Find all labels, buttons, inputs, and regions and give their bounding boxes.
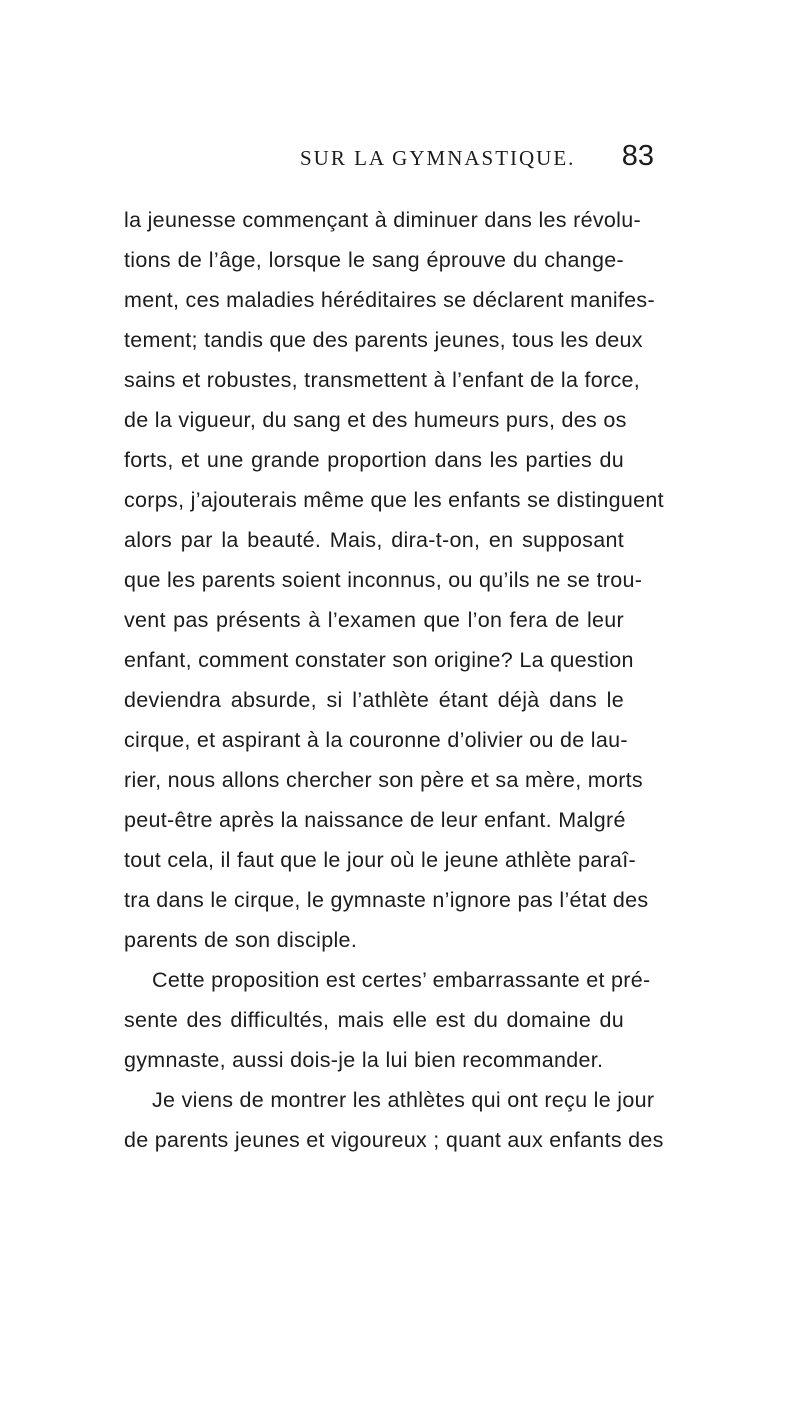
text-line: forts, et une grande proportion dans les parties du xyxy=(124,448,624,472)
page-number: 83 xyxy=(621,140,654,172)
text-line: corps, j’ajouterais même que les enfants se distinguent xyxy=(124,488,664,512)
text-line: peut-être après la naissance de leur enfant. Malgré xyxy=(124,808,626,832)
text-line: sente des difficultés, mais elle est du domaine du xyxy=(124,1008,624,1032)
text-line: que les parents soient inconnus, ou qu’ils ne se trou- xyxy=(124,568,643,592)
text-line: la jeunesse commençant à diminuer dans les révolu- xyxy=(124,208,641,232)
text-line: cirque, et aspirant à la couronne d’olivier ou de lau- xyxy=(124,728,628,752)
text-line: tions de l’âge, lorsque le sang éprouve du change- xyxy=(124,248,624,272)
text-line: tra dans le cirque, le gymnaste n’ignore pas l’état des xyxy=(124,888,649,912)
text-line: sains et robustes, transmettent à l’enfant de la force, xyxy=(124,368,641,392)
running-head-title: SUR LA GYMNASTIQUE. xyxy=(300,146,576,170)
running-head xyxy=(160,140,654,176)
text-line: de parents jeunes et vigoureux ; quant aux enfants des xyxy=(124,1128,664,1152)
text-line: de la vigueur, du sang et des humeurs purs, des os xyxy=(124,408,627,432)
text-line: alors par la beauté. Mais, dira-t-on, en supposant xyxy=(124,528,624,552)
text-line: tout cela, il faut que le jour où le jeune athlète paraî- xyxy=(124,848,636,872)
text-line: parents de son disciple. xyxy=(124,928,358,952)
text-line: gymnaste, aussi dois-je la lui bien recommander. xyxy=(124,1048,604,1072)
text-line: deviendra absurde, si l’athlète étant déjà dans le xyxy=(124,688,624,712)
text-line: tement; tandis que des parents jeunes, tous les deux xyxy=(124,328,643,352)
text-line: Cette proposition est certes’ embarrassante et pré- xyxy=(152,968,651,992)
text-line: ment, ces maladies héréditaires se déclarent manifes- xyxy=(124,288,655,312)
body-text xyxy=(124,200,664,1160)
text-line: rier, nous allons chercher son père et sa mère, morts xyxy=(124,768,643,792)
text-line: Je viens de montrer les athlètes qui ont reçu le jour xyxy=(152,1088,655,1112)
text-line: vent pas présents à l’examen que l’on fera de leur xyxy=(124,608,624,632)
text-line: enfant, comment constater son origine? La question xyxy=(124,648,634,672)
